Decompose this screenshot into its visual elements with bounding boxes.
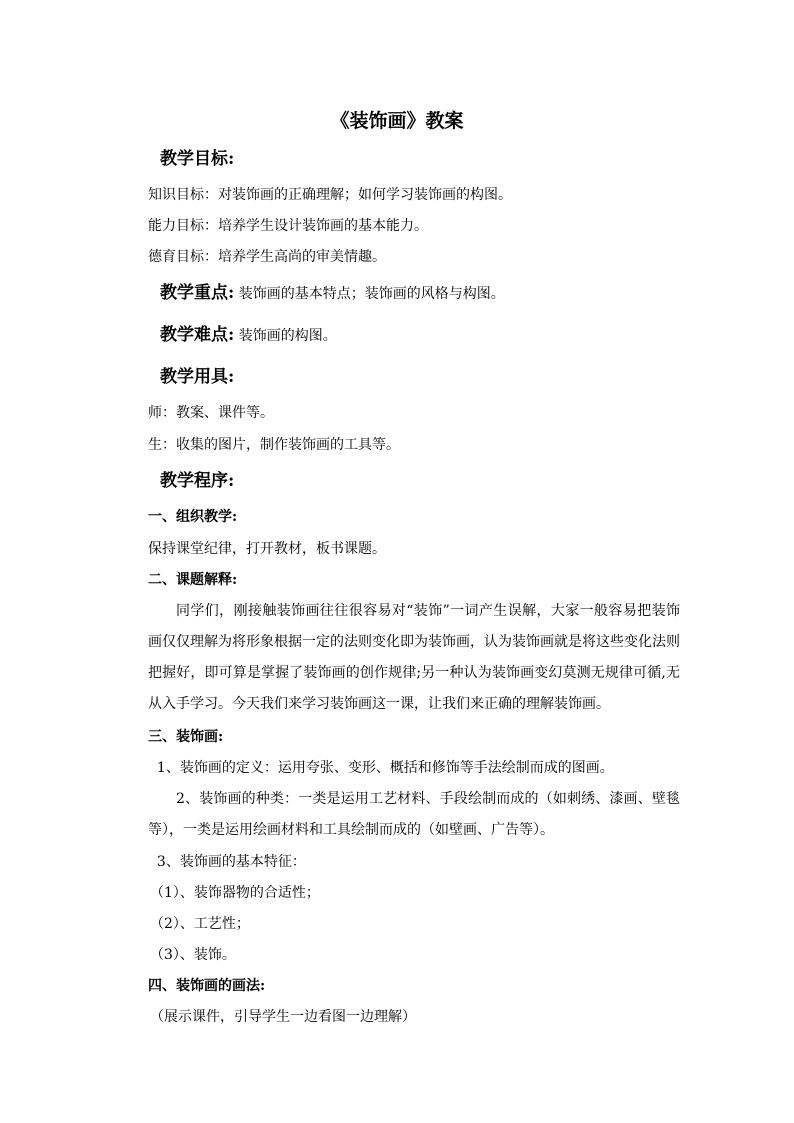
key-point-text: 装饰画的基本特点；装饰画的风格与构图。 (238, 286, 505, 302)
section-3-types: 2、装饰画的种类：一类是运用工艺材料、手段绘制而成的（如刺绣、漆画、壁毯等），一类是运用绘画材料和工具绘制而成的（如壁画、广告等）。 (148, 791, 680, 838)
section-1-text: 保持课堂纪律，打开教材，板书课题。 (148, 541, 386, 557)
difficulty (160, 326, 337, 345)
section-4-heading: 四、装饰画的画法: (148, 978, 266, 994)
section-2-paragraph: 同学们，刚接触装饰画往往很容易对“装饰”一词产生误解，大家一般容易把装饰画仅仅理解为将形象根据一定的法则变化即为装饰画，认为装饰画就是将这些变化法则把握好，即可算是掌握了装饰画的创作规律;另一种认为装饰画变幻莫测无规律可循,无从入手学习。今天我们来学习装饰画这一课，让我们来正确的理解装饰画。 (148, 603, 680, 712)
section-3-heading: 三、装饰画: (148, 729, 224, 745)
procedure-heading: 教学程序: (160, 471, 235, 491)
objectives-heading: 教学目标: (160, 149, 235, 169)
difficulty-text: 装饰画的构图。 (238, 328, 337, 344)
feature-1: （1）、装饰器物的合适性； (150, 885, 320, 901)
key-point-label: 教学重点: (160, 283, 235, 303)
ability-objective: 能力目标：培养学生设计装饰画的基本能力。 (148, 218, 428, 234)
student-tools: 生：收集的图片，制作装饰画的工具等。 (148, 437, 400, 453)
key-point (160, 284, 505, 303)
section-2-heading: 二、课题解释: (148, 572, 238, 588)
knowledge-objective: 知识目标：对装饰画的正确理解；如何学习装饰画的构图。 (148, 187, 512, 203)
section-4-text: （展示课件，引导学生一边看图一边理解） (150, 1009, 416, 1025)
difficulty-label: 教学难点: (160, 325, 235, 345)
teacher-tools: 师：教案、课件等。 (148, 405, 274, 421)
feature-3: （3）、装饰。 (150, 947, 236, 963)
section-1-heading: 一、组织教学: (148, 509, 238, 525)
features-text: 3、装饰画的基本特征： (156, 854, 306, 870)
definition-text: 1、装饰画的定义：运用夸张、变形、概括和修饰等手法绘制而成的图画。 (156, 760, 614, 776)
tools-heading: 教学用具: (160, 367, 235, 387)
feature-2: （2）、工艺性； (150, 916, 250, 932)
section-3-definition (148, 759, 614, 777)
page-title: 《装饰画》教案 (330, 110, 464, 132)
section-3-features (148, 853, 306, 871)
moral-objective: 德育目标：培养学生高尚的审美情趣。 (148, 249, 386, 265)
